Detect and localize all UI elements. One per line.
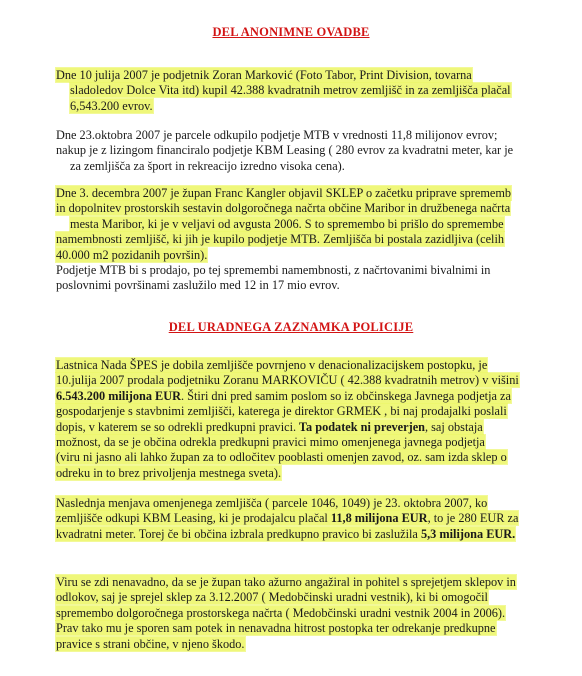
p3-line-1: Dne 3. decembra 2007 je župan Franc Kangler objavil SKLEP o začetku priprave sprememb — [56, 186, 512, 200]
p6-line-2-end: , to je 280 EUR za — [427, 511, 519, 526]
paragraph-mayor-decision — [56, 186, 511, 263]
p2-line-2: nakup je z lizingom financiralo podjetje KBM Leasing ( 280 evrov za kvadratni meter, kar je — [56, 143, 514, 158]
p7-line-1: Viru se zdi nenavadno, da se je župan tako ažurno angažiral in pohitel s sprejetjem sklepov in — [56, 575, 516, 589]
p5-unverified: Ta podatek ni preverjen — [296, 419, 425, 434]
p6-line-3: kvadratni meter. Torej če bi občina izbrala predkupno pravico bi zaslužila — [56, 526, 421, 541]
p4-line-2: poslovnimi površinami zaslužilo med 12 in 17 mio evrov. — [56, 278, 340, 293]
p7-line-5: pravice s strani občine, v njeno škodo. — [56, 636, 245, 651]
p2-line-3: za zemljišča za šport in rekreacijo izredno visoka cena). — [70, 158, 345, 173]
p5-amount: 6.543.200 milijona EUR — [56, 388, 182, 403]
p2-line-1: Dne 23.oktobra 2007 je parcele odkupilo podjetje MTB v vrednosti 11,8 milijonov evrov; — [56, 128, 498, 142]
p6-line-2: zemljišče odkupi KBM Leasing, ki je prodajalcu plačal — [56, 511, 331, 526]
p5-line-5: dopis, v katerem se so odrekli predkupni pravici. — [56, 419, 297, 434]
p1-line-1: Dne 10 julija 2007 je podjetnik Zoran Marković (Foto Tabor, Print Division, tovarna — [56, 68, 472, 82]
p5-line-6: možnost, da se je občina odrekla predkupni pravici mimo omenjenega javnega podjetja — [56, 435, 485, 450]
paragraph-second-sale — [56, 496, 518, 542]
p5-line-5-end: , saj obstaja — [425, 419, 483, 434]
p5-line-3: . Štiri dni pred samim poslom so iz občinskega Javnega podjetja za — [181, 388, 511, 403]
p5-line-8: odreku in to brez privoljenja mestnega sveta). — [56, 465, 282, 480]
p3-line-4: namembnosti zemljišč, ki jih je kupilo podjetje MTB. Zemljišča bi postala zazidljiva (celih — [56, 232, 505, 247]
p7-line-2: odlokov, saj je sprejel sklep za 3.12.2007 ( Medobčinski uradni vestnik), ki bi omogočil — [56, 590, 488, 605]
p6-amount-2: 5,3 milijona EUR. — [420, 526, 516, 541]
p1-line-3: 6,543.200 evrov. — [70, 98, 153, 113]
p6-amount-1: 11,8 milijona EUR — [330, 511, 428, 526]
paragraph-source-opinion — [56, 575, 516, 652]
p3-line-2: in dopolnitev prostorskih sestavin dolgoročnega načrta občine Maribor in družbenega načrta — [56, 201, 511, 216]
p1-line-2: sladoledov Dolce Vita itd) kupil 42.388 kvadratnih metrov zemljišč in za zemljišča plačal — [70, 83, 511, 98]
paragraph-land-sale — [56, 358, 519, 481]
p5-line-1: Lastnica Nada ŠPES je dobila zemljišče povrnjeno v denacionalizacijskem postopku, je — [56, 358, 488, 372]
p7-line-3: spremembo dolgoročnega prostorskega načrta ( Medobčinski uradni vestnik 2004 in 2006). — [56, 605, 506, 620]
section-title-anonymous-report: DEL ANONIMNE OVADBE — [212, 25, 370, 39]
p3-line-5: 40.000 m2 pozidanih površin). — [56, 247, 208, 262]
p7-line-4: Prav tako mu je sporen sam potek in nenavadna hitrost postopka ter odrekanje predkupne — [56, 621, 496, 636]
paragraph-mtb-profit — [56, 263, 490, 294]
paragraph-purchase — [56, 68, 511, 114]
paragraph-mtb-purchase — [56, 128, 513, 174]
p3-line-3: mesta Maribor, ki je v veljavi od avgusta 2006. S to spremembo bi prišlo do spremembe — [70, 216, 504, 231]
p5-line-4: gospodarjenje s stavbnimi zemljišči, katerega je direktor GRMEK , bi naj prodajalki poslali — [56, 404, 507, 419]
p6-line-1: Naslednja menjava omenjenega zemljišča ( parcele 1046, 1049) je 23. oktobra 2007, ko — [56, 496, 488, 510]
p4-line-1: Podjetje MTB bi s prodajo, po tej spremembi namembnosti, z načrtovanimi bivalnimi in — [56, 263, 491, 277]
section-title-police-note: DEL URADNEGA ZAZNAMKA POLICIJE — [168, 320, 414, 334]
p5-line-2: 10.julija 2007 prodala podjetniku Zoranu MARKOVIČU ( 42.388 kvadratnih metrov) v višini — [56, 373, 519, 388]
p5-line-7: (viru ni jasno ali lahko župan za to odločitev pooblasti omenjen zavod, oz. sam izda sklep o — [56, 450, 507, 465]
